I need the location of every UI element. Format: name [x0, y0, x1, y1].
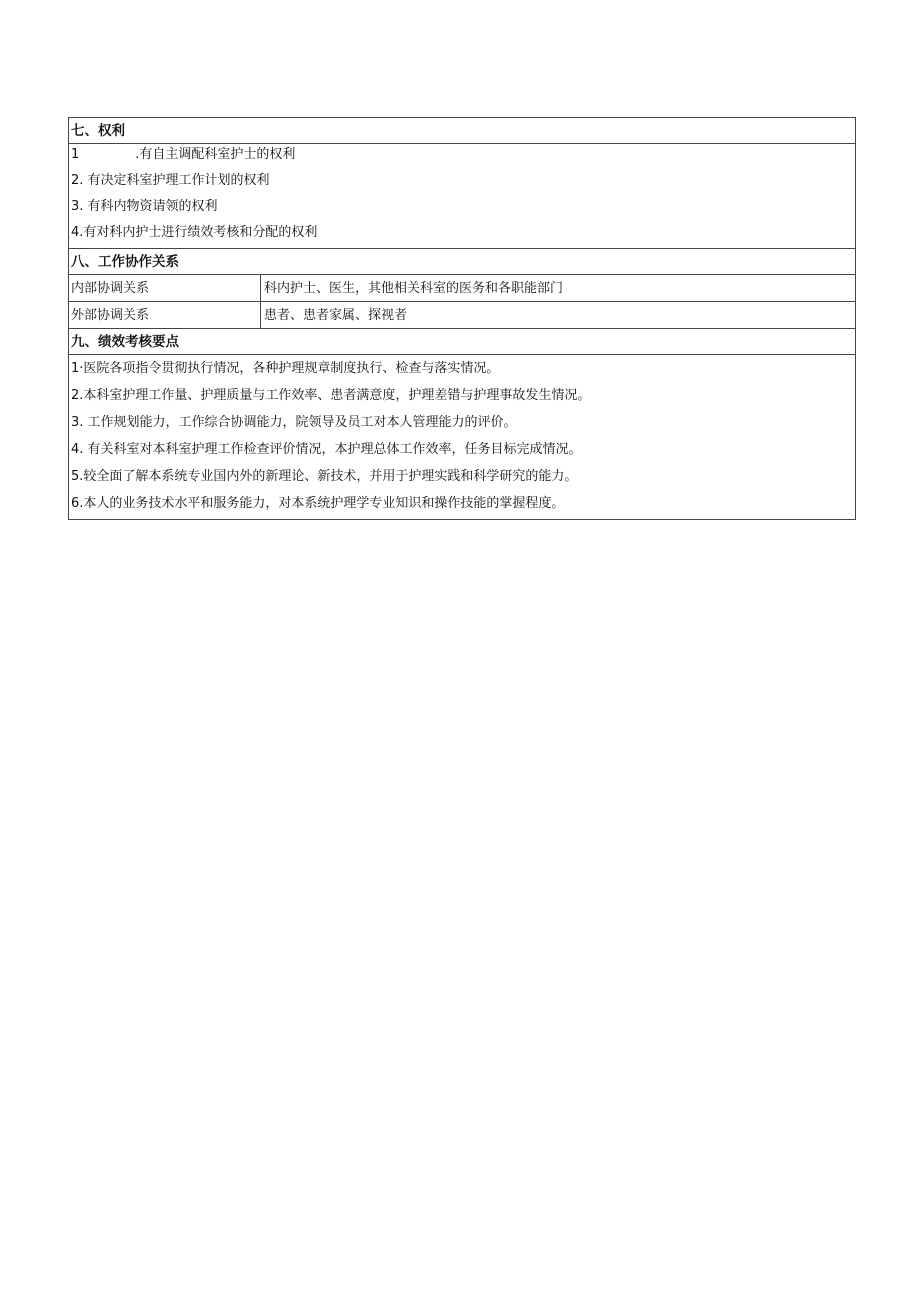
performance-item-5: 5.较全面了解本系统专业国内外的新理论、新技术，并用于护理实践和科学研究的能力。	[71, 469, 578, 484]
performance-item-6: 6.本人的业务技术水平和服务能力，对本系统护理学专业知识和操作技能的掌握程度。	[71, 496, 565, 511]
performance-item-1: 1·医院各项指令贯彻执行情况，各种护理规章制度执行、检查与落实情况。	[71, 361, 500, 376]
performance-item-4: 4. 有关科室对本科室护理工作检查评价情况，本护理总体工作效率，任务目标完成情况。	[71, 442, 582, 457]
relations-internal-value: 科内护士、医生，其他相关科室的医务和各职能部门	[264, 281, 564, 296]
relations-internal-label: 内部协调关系	[69, 275, 261, 301]
relations-external-value: 患者、患者家属、探视者	[264, 308, 408, 323]
job-description-table	[68, 117, 856, 520]
relations-row-external	[69, 302, 855, 329]
performance-item-3: 3. 工作规划能力，工作综合协调能力，院领导及员工对本人管理能力的评价。	[71, 415, 517, 430]
rights-item-1-number: 1	[71, 147, 80, 162]
relations-section-title: 八、工作协作关系	[69, 249, 855, 275]
performance-list	[69, 355, 855, 519]
rights-item-1-text: .有自主调配科室护士的权利	[135, 147, 296, 162]
rights-item-4: 4.有对科内护士进行绩效考核和分配的权利	[71, 225, 318, 240]
rights-item-3: 3. 有科内物资请领的权利	[71, 199, 218, 214]
rights-item-2: 2. 有决定科室护理工作计划的权利	[71, 173, 270, 188]
rights-item-1	[69, 144, 855, 168]
performance-section-title: 九、绩效考核要点	[69, 329, 855, 355]
relations-row-internal	[69, 275, 855, 302]
performance-item-2: 2.本科室护理工作量、护理质量与工作效率、患者满意度，护理差错与护理事故发生情况。	[71, 388, 591, 403]
rights-list	[69, 144, 855, 249]
rights-section-title: 七、权利	[69, 118, 855, 144]
relations-external-label: 外部协调关系	[69, 302, 261, 328]
